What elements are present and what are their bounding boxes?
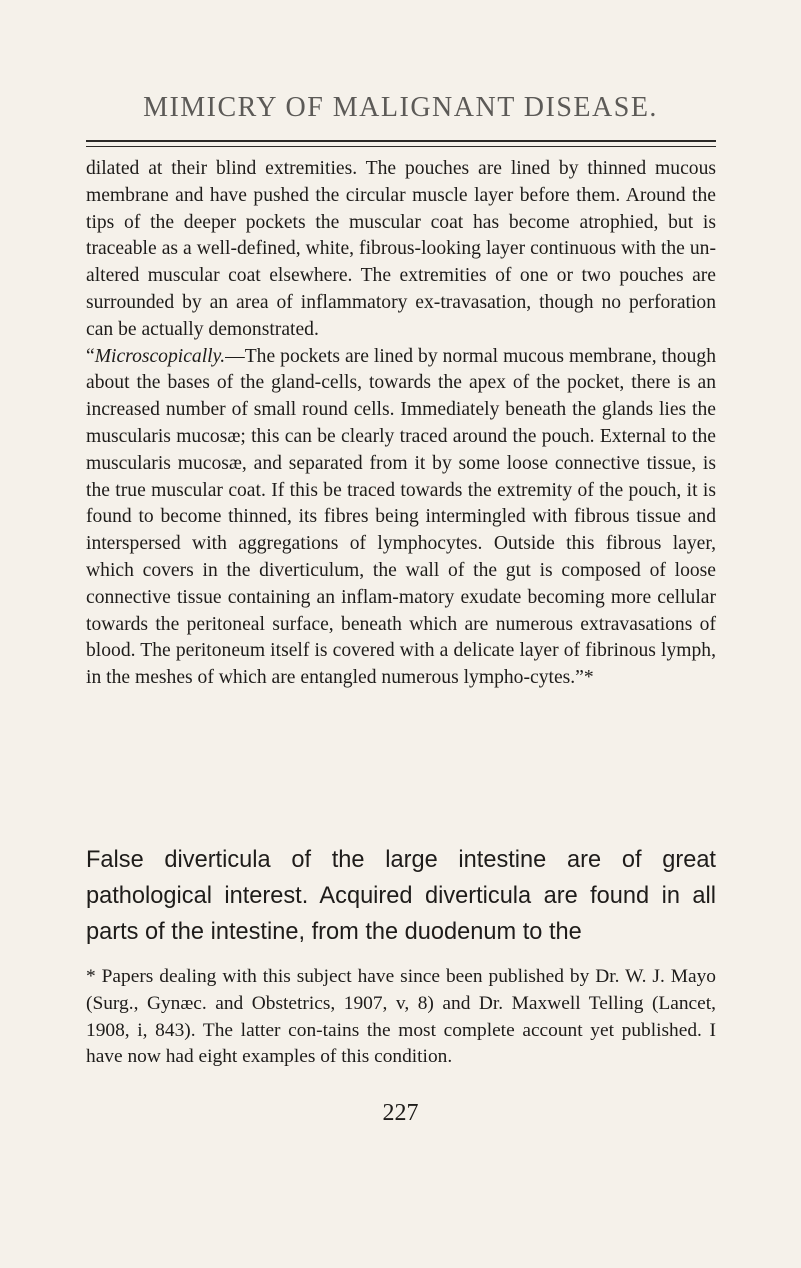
paragraph-2: [86, 344, 716, 692]
running-title: MIMICRY OF MALIGNANT DISEASE.: [143, 92, 658, 123]
page-number: 227: [382, 1100, 419, 1126]
paragraph-2-text: —The pockets are lined by normal mucous membrane, though about the bases of the gland-cells, towards the apex of the pocket, there is an increased number of small round cells. Immediately beneath the glands lies the muscularis mucosæ; this can be clearly traced around the pouch. External to the muscularis mucosæ, and separated from it by some loose connective tissue, is the true muscular coat. If this be traced towards the extremity of the pouch, it is found to become thinned, its fibres being intermingled with fibrous tissue and interspersed with aggregations of lymphocytes. Outside this fibrous layer, which covers in the diverticulum, the wall of the gut is composed of loose connective tissue containing an inflam-matory exudate becoming more cellular towards the peritoneal surface, beneath which are numerous extravasations of blood. The peritoneum itself is covered with a delicate layer of fibrinous lymph, in the meshes of which are entangled numerous lympho-cytes.”*: [86, 345, 716, 689]
footnote: * Papers dealing with this subject have since been published by Dr. W. J. Mayo (Surg., Gynæc. and Obstetrics, 1907, v, 8) and Dr. Maxwell Telling (Lancet, 1908, i, 843). The latter con-tains the most complete account yet published. I have now had eight examples of this condition.: [86, 966, 716, 1068]
open-quote: “: [86, 345, 95, 367]
paragraph-1: dilated at their blind extremities. The pouches are lined by thinned mucous membrane and have pushed the circular muscle layer before them. Around the tips of the deeper pockets the muscular coat has become atrophied, but is traceable as a well-defined, white, fibrous-looking layer continuous with the un-altered muscular coat elsewhere. The extremities of one or two pouches are surrounded by an area of inflammatory ex-travasation, though no perforation can be actually demonstrated.: [86, 158, 716, 340]
microscopically-heading: Microscopically.: [94, 345, 226, 367]
section-text: False diverticula of the large intestine are of great pathological interest. Acquired diverticula are found in all parts of the intestine, from the duodenum to the: [86, 847, 716, 945]
body-text: [86, 156, 716, 692]
header-rule: [86, 140, 716, 142]
header-rule-thin: [86, 146, 716, 147]
